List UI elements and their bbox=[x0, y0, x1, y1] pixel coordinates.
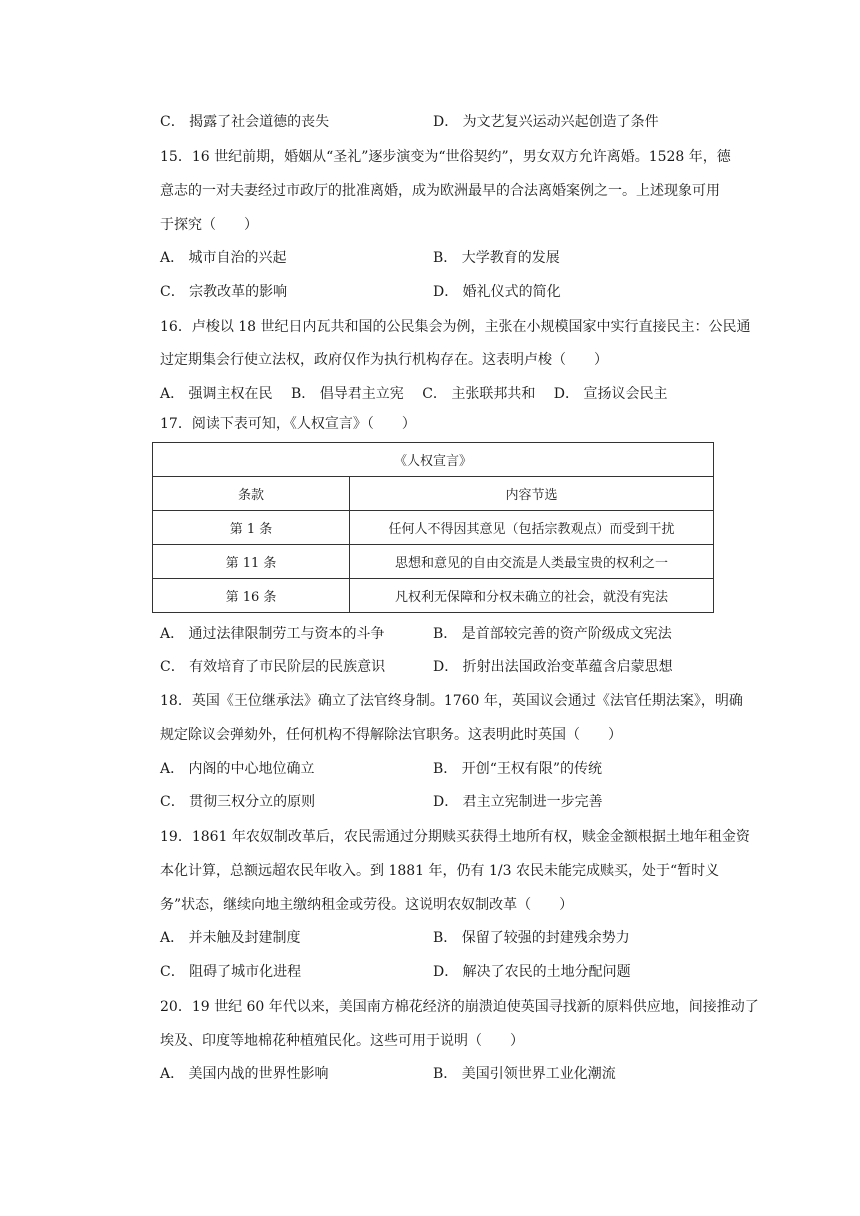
option-c[interactable]: C． 有效培育了市民阶层的民族意识 bbox=[160, 659, 386, 675]
question-text: 过定期集会行使立法权，政府仅作为执行机构存在。这表明卢梭（ ） bbox=[160, 352, 608, 368]
option-a[interactable]: A． 并未触及封建制度 bbox=[160, 930, 301, 946]
option-a[interactable]: A． 城市自治的兴起 bbox=[160, 250, 287, 266]
table-cell: 第 1 条 bbox=[153, 511, 350, 545]
option-a[interactable]: A． 美国内战的世界性影响 bbox=[160, 1066, 329, 1082]
question-text: 15．16 世纪前期，婚姻从“圣礼”逐步演变为“世俗契约”，男女双方允许离婚。1528 年，德 bbox=[160, 149, 731, 165]
question-text: 16．卢梭以 18 世纪日内瓦共和国的公民集会为例，主张在小规模国家中实行直接民主：公民通 bbox=[160, 319, 751, 335]
option-c[interactable]: C． 贯彻三权分立的原则 bbox=[160, 794, 316, 810]
question-text: 于探究（ ） bbox=[160, 217, 258, 233]
option-b[interactable]: B． 保留了较强的封建残余势力 bbox=[433, 930, 630, 946]
option-b[interactable]: B． 大学教育的发展 bbox=[433, 250, 560, 266]
table-cell: 凡权利无保障和分权未确立的社会，就没有宪法 bbox=[350, 579, 714, 613]
question-text: 意志的一对夫妻经过市政厅的批准离婚，成为欧洲最早的合法离婚案例之一。上述现象可用 bbox=[160, 183, 720, 199]
option-d[interactable]: D． 君主立宪制进一步完善 bbox=[433, 794, 603, 810]
table-cell: 思想和意见的自由交流是人类最宝贵的权利之一 bbox=[350, 545, 714, 579]
table-cell: 任何人不得因其意见（包括宗教观点）而受到干扰 bbox=[350, 511, 714, 545]
question-text: 17．阅读下表可知，《人权宣言》（ ） bbox=[160, 416, 416, 432]
question-text: 18．英国《王位继承法》确立了法官终身制。1760 年，英国议会通过《法官任期法案》，明确 bbox=[160, 693, 743, 709]
option-c[interactable]: C． 宗教改革的影响 bbox=[160, 284, 288, 300]
question-text: 本化计算，总额远超农民年收入。到 1881 年，仍有 1/3 农民未能完成赎买，处于“暂时义 bbox=[160, 863, 720, 879]
question-text: 20．19 世纪 60 年代以来，美国南方棉花经济的崩溃迫使英国寻找新的原料供应地，间接推动了 bbox=[160, 999, 759, 1015]
table-cell: 第 11 条 bbox=[153, 545, 350, 579]
question-text: 19．1861 年农奴制改革后，农民需通过分期赎买获得土地所有权，赎金金额根据土地年租金资 bbox=[160, 829, 750, 845]
option-d[interactable]: D． 折射出法国政治变革蕴含启蒙思想 bbox=[433, 659, 673, 675]
table-header: 条款 bbox=[153, 477, 350, 511]
table-cell: 第 16 条 bbox=[153, 579, 350, 613]
table-title: 《人权宣言》 bbox=[153, 443, 714, 477]
option-b[interactable]: B． 开创“王权有限”的传统 bbox=[433, 761, 603, 777]
option-c[interactable]: C． 阻碍了城市化进程 bbox=[160, 964, 302, 980]
option-d[interactable]: D． 为文艺复兴运动兴起创造了条件 bbox=[433, 114, 659, 130]
options-inline[interactable]: A． 强调主权在民 B． 倡导君主立宪 C． 主张联邦共和 D． 宣扬议会民主 bbox=[160, 386, 668, 402]
option-a[interactable]: A． 内阁的中心地位确立 bbox=[160, 761, 315, 777]
option-d[interactable]: D． 解决了农民的土地分配问题 bbox=[433, 964, 631, 980]
option-c[interactable]: C． 揭露了社会道德的丧失 bbox=[160, 114, 330, 130]
table-row bbox=[153, 579, 714, 613]
option-b[interactable]: B． 美国引领世界工业化潮流 bbox=[433, 1066, 616, 1082]
option-a[interactable]: A． 通过法律限制劳工与资本的斗争 bbox=[160, 626, 385, 642]
question-text: 务”状态，继续向地主缴纳租金或劳役。这说明农奴制改革（ ） bbox=[160, 897, 574, 913]
question-text: 埃及、印度等地棉花种植殖民化。这些可用于说明（ ） bbox=[160, 1033, 524, 1049]
declaration-table bbox=[152, 442, 714, 613]
question-text: 规定除议会弹劾外，任何机构不得解除法官职务。这表明此时英国（ ） bbox=[160, 727, 622, 743]
table-row bbox=[153, 545, 714, 579]
option-b[interactable]: B． 是首部较完善的资产阶级成文宪法 bbox=[433, 626, 672, 642]
option-d[interactable]: D． 婚礼仪式的简化 bbox=[433, 284, 561, 300]
table-row bbox=[153, 511, 714, 545]
table-header: 内容节选 bbox=[350, 477, 714, 511]
